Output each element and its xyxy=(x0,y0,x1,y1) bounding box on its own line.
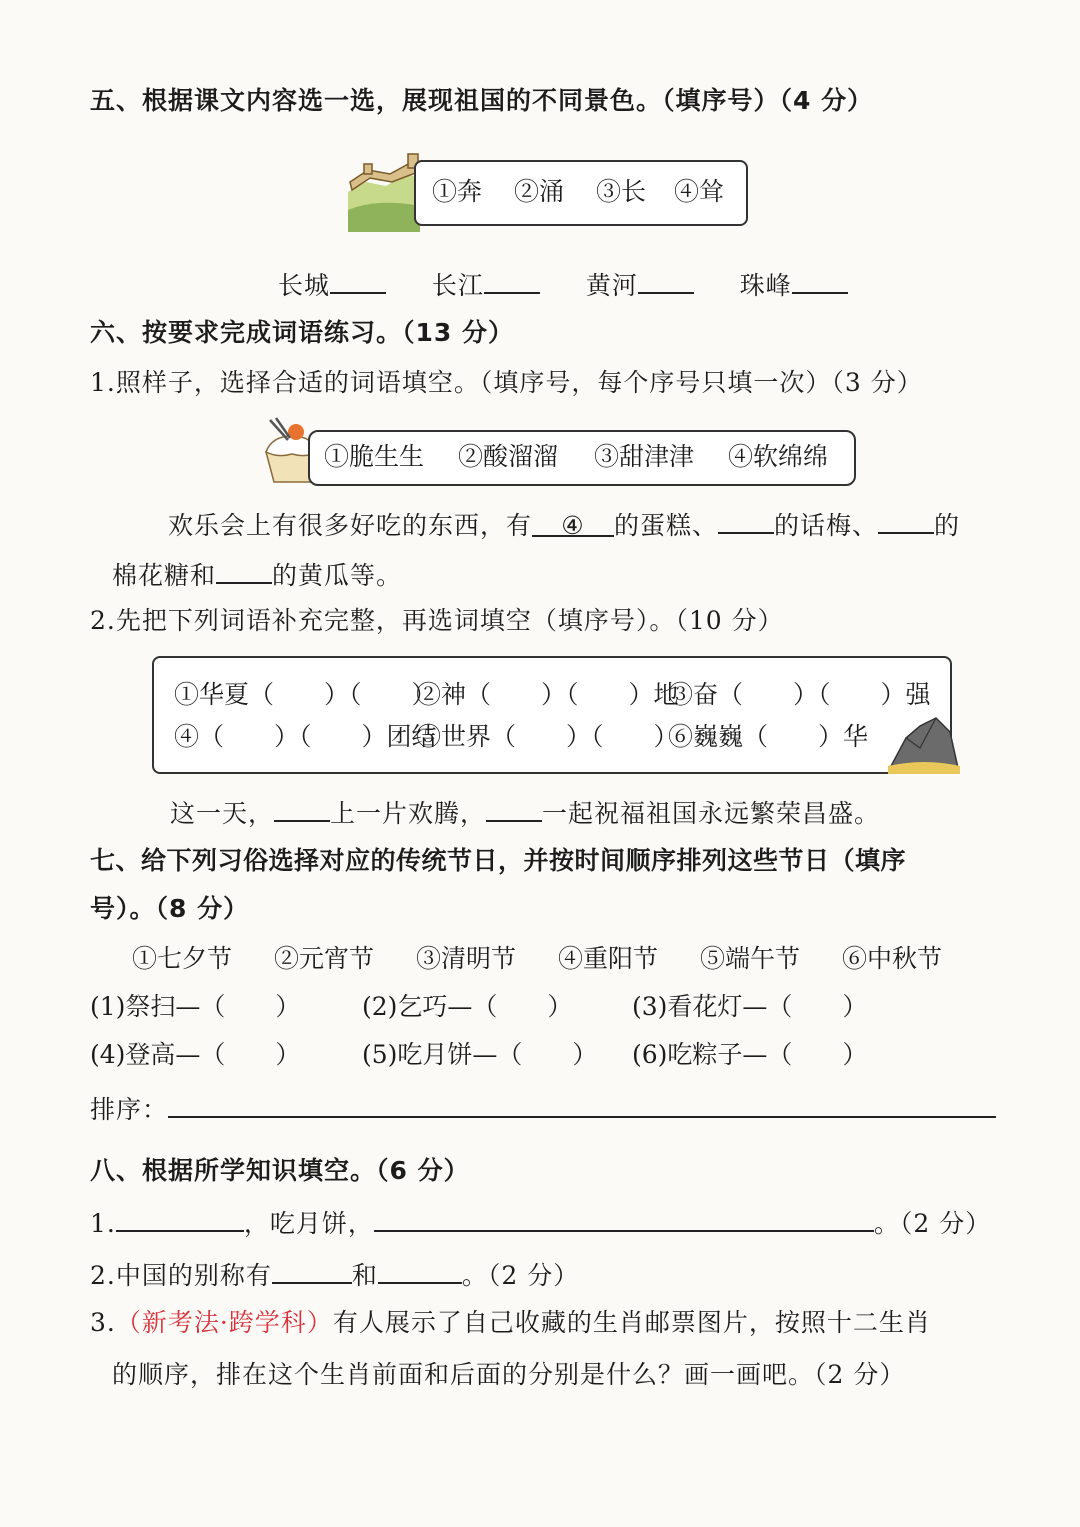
s6-q2-sentence xyxy=(170,794,880,831)
s5-option: ②涌 xyxy=(514,177,565,206)
new-format-tag: （新考法·跨学科） xyxy=(115,1308,333,1337)
blank-field[interactable] xyxy=(216,556,272,584)
sentence-text: 有人展示了自己收藏的生肖邮票图片，按照十二生肖 xyxy=(332,1308,931,1337)
order-answer-line[interactable] xyxy=(168,1090,996,1118)
order-label: 排序： xyxy=(90,1095,169,1124)
sentence-text: ，吃月饼， xyxy=(243,1209,374,1238)
custom-item: (1)祭扫—（ ） xyxy=(90,992,301,1021)
idiom-item: ③奋（ ）（ ）强 xyxy=(668,680,931,709)
s6-q1-option: ①脆生生 xyxy=(324,442,425,471)
great-wall-illustration xyxy=(346,152,422,236)
s5-item: 黄河 xyxy=(585,271,638,300)
festival-item: ③清明节 xyxy=(416,944,517,973)
s6-q1-option: ③甜津津 xyxy=(594,442,695,471)
blank-field[interactable] xyxy=(274,794,330,822)
s5-item: 长城 xyxy=(278,271,331,300)
idiom-item: ②神（ ）（ ）地 xyxy=(416,680,679,709)
mountain-illustration xyxy=(886,708,962,776)
s6-q1-option-box xyxy=(308,430,856,486)
blank-field[interactable] xyxy=(484,266,540,294)
s5-option: ③长 xyxy=(596,177,647,206)
blank-field[interactable] xyxy=(374,1204,874,1232)
sentence-text: 一起祝福祖国永远繁荣昌盛。 xyxy=(542,799,881,828)
s5-item: 珠峰 xyxy=(739,271,792,300)
order-row xyxy=(90,1090,996,1127)
blank-field[interactable] xyxy=(638,266,694,294)
blank-field[interactable] xyxy=(378,1256,462,1284)
question-number: 1. xyxy=(90,1209,116,1238)
blank-field[interactable] xyxy=(330,266,386,294)
section8-heading: 八、根据所学知识填空。（6 分） xyxy=(90,1156,470,1185)
custom-item: (2)乞巧—（ ） xyxy=(362,992,573,1021)
s8-q3-line1 xyxy=(90,1306,931,1340)
customs-row1 xyxy=(90,990,867,1024)
s6-q1-sentence-line2 xyxy=(112,556,402,593)
idiom-item: ⑤世界（ ）（ ） xyxy=(416,722,679,751)
sentence-text: 这一天， xyxy=(170,799,275,828)
section5-option-box xyxy=(414,160,748,226)
s6-q1-title: 1.照样子，选择合适的词语填空。（填序号，每个序号只填一次）（3 分） xyxy=(90,368,923,397)
s6-q2-title: 2.先把下列词语补充完整，再选词填空（填序号）。（10 分） xyxy=(90,606,784,635)
s6-q2-row2 xyxy=(174,720,868,754)
festival-options xyxy=(132,942,942,976)
blank-field[interactable] xyxy=(116,1204,244,1232)
section7-heading-line2: 号）。（8 分） xyxy=(90,894,250,923)
idiom-item: ④（ ）（ ）团结 xyxy=(174,722,437,751)
s6-q2-word-box xyxy=(152,656,952,774)
s6-q1-option: ④软绵绵 xyxy=(728,442,829,471)
sentence-text: 的蛋糕、 xyxy=(614,511,719,540)
sentence-text: 的 xyxy=(934,511,961,540)
s6-q2-row1 xyxy=(174,678,931,712)
sentence-text: 的话梅、 xyxy=(774,511,879,540)
sentence-text: 。（2 分） xyxy=(461,1261,580,1290)
s6-q1-option: ②酸溜溜 xyxy=(458,442,559,471)
sentence-text: 的黄瓜等。 xyxy=(272,561,403,590)
idiom-item: ①华夏（ ）（ ） xyxy=(174,680,437,709)
festival-item: ⑤端午节 xyxy=(700,944,801,973)
question-number: 3. xyxy=(90,1308,116,1337)
sentence-text: 。（2 分） xyxy=(873,1209,992,1238)
customs-row2 xyxy=(90,1038,867,1072)
s8-q1 xyxy=(90,1204,991,1241)
blank-field[interactable] xyxy=(878,506,934,534)
custom-item: (4)登高—（ ） xyxy=(90,1040,301,1069)
festival-item: ①七夕节 xyxy=(132,944,233,973)
s5-item: 长江 xyxy=(431,271,484,300)
sentence-text: 欢乐会上有很多好吃的东西，有 xyxy=(168,511,533,540)
festival-item: ④重阳节 xyxy=(558,944,659,973)
section5-fill-row xyxy=(278,266,848,303)
custom-item: (3)看花灯—（ ） xyxy=(632,992,868,1021)
sentence-text: 棉花糖和 xyxy=(112,561,217,590)
section7-heading-line1: 七、给下列习俗选择对应的传统节日，并按时间顺序排列这些节日（填序 xyxy=(90,846,907,875)
blank-field[interactable] xyxy=(718,506,774,534)
blank-field[interactable] xyxy=(792,266,848,294)
blank-field[interactable] xyxy=(486,794,542,822)
sentence-text: 上一片欢腾， xyxy=(330,799,487,828)
s5-option: ①奔 xyxy=(432,177,483,206)
s6-q1-sentence-line1 xyxy=(168,506,960,543)
section6-heading: 六、按要求完成词语练习。（13 分） xyxy=(90,318,514,347)
section5-heading: 五、根据课文内容选一选，展现祖国的不同景色。（填序号）（4 分） xyxy=(90,86,874,115)
sentence-text: 2.中国的别称有 xyxy=(90,1261,272,1290)
idiom-item: ⑥巍巍（ ）华 xyxy=(668,722,869,751)
festival-item: ⑥中秋节 xyxy=(842,944,943,973)
festival-item: ②元宵节 xyxy=(274,944,375,973)
s8-q3-line2: 的顺序，排在这个生肖前面和后面的分别是什么？画一画吧。（2 分） xyxy=(112,1360,906,1389)
blank-field[interactable] xyxy=(272,1256,352,1284)
sentence-text: 和 xyxy=(351,1261,378,1290)
example-answer: ④ xyxy=(532,509,614,537)
s5-option: ④耸 xyxy=(674,177,725,206)
custom-item: (5)吃月饼—（ ） xyxy=(362,1040,598,1069)
custom-item: (6)吃粽子—（ ） xyxy=(632,1040,868,1069)
s8-q2 xyxy=(90,1256,579,1293)
